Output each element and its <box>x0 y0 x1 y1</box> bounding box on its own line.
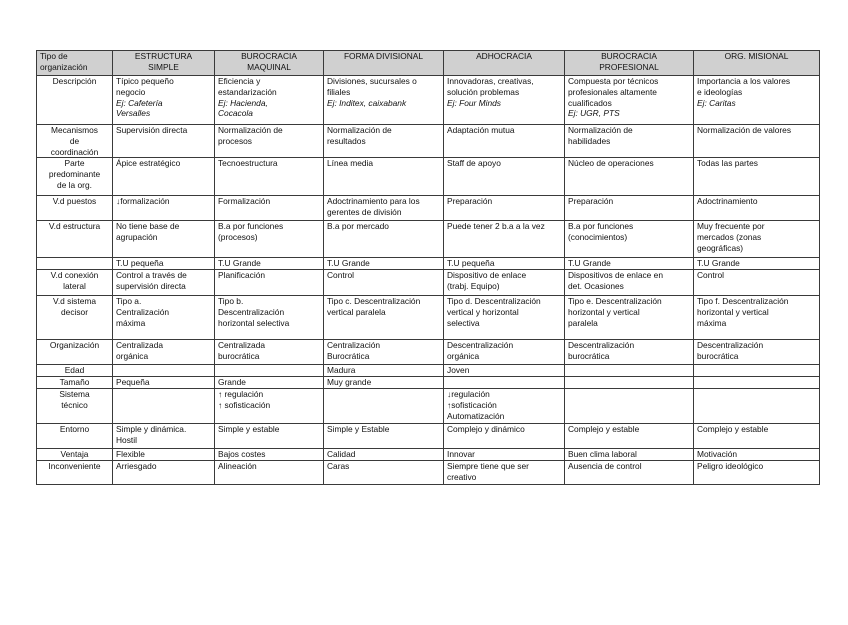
table-cell <box>324 158 444 196</box>
table-cell <box>565 221 694 258</box>
cell-text: Adoctrinamiento para los gerentes de división <box>327 196 420 218</box>
table-cell <box>444 389 565 424</box>
table-cell <box>565 377 694 389</box>
table-cell <box>694 76 820 125</box>
column-header: BUROCRACIA PROFESIONAL <box>565 51 694 76</box>
table-cell <box>444 196 565 221</box>
table-cell <box>215 449 324 461</box>
cell-example: Ej: UGR, PTS <box>568 108 620 119</box>
cell-text: Control a través de supervisión directa <box>116 270 187 292</box>
cell-text: T.U Grande <box>697 258 740 269</box>
cell-text: Núcleo de operaciones <box>568 158 654 169</box>
cell-text: Tipo d. Descentralización vertical y horizontal selectiva <box>447 296 541 328</box>
cell-text: Centralizada orgánica <box>116 340 164 362</box>
table-row <box>37 221 820 258</box>
table-row <box>37 270 820 296</box>
table-cell <box>215 340 324 365</box>
cell-text: Motivación <box>697 449 738 460</box>
header-row <box>37 51 820 76</box>
table-cell <box>113 296 215 340</box>
table-cell <box>694 449 820 461</box>
table-cell <box>324 196 444 221</box>
cell-text: Importancia a los valores e ideologías <box>697 76 791 97</box>
table-cell <box>444 340 565 365</box>
cell-text: T.U Grande <box>327 258 370 269</box>
cell-text: Tipo f. Descentralización horizontal y vertical máxima <box>697 296 789 328</box>
cell-text: Normalización de resultados <box>327 125 392 146</box>
table-cell <box>565 389 694 424</box>
row-label: V.d sistema decisor <box>37 296 113 340</box>
cell-text: Complejo y dinámico <box>447 424 525 435</box>
cell-text: Simple y Estable <box>327 424 390 435</box>
table-cell <box>444 258 565 270</box>
table-cell <box>694 221 820 258</box>
cell-text: T.U pequeña <box>447 258 495 269</box>
table-body <box>37 76 820 485</box>
row-label: V.d puestos <box>37 196 113 221</box>
column-header: ESTRUCTURA SIMPLE <box>113 51 215 76</box>
table-cell <box>113 340 215 365</box>
column-header: BUROCRACIA MAQUINAL <box>215 51 324 76</box>
cell-text: Adaptación mutua <box>447 125 515 135</box>
row-label: Sistema técnico <box>37 389 113 424</box>
cell-text: Simple y estable <box>218 424 280 435</box>
table-row <box>37 296 820 340</box>
cell-text: T.U Grande <box>568 258 611 269</box>
cell-text: Normalización de habilidades <box>568 125 633 146</box>
table-cell <box>215 296 324 340</box>
table-cell <box>324 449 444 461</box>
table-cell <box>113 424 215 449</box>
table-cell <box>565 158 694 196</box>
cell-text: Muy grande <box>327 377 372 388</box>
cell-text: Tipo c. Descentralización vertical paralela <box>327 296 421 318</box>
cell-text: Staff de apoyo <box>447 158 501 169</box>
table-cell <box>694 340 820 365</box>
cell-text: T.U Grande <box>218 258 261 269</box>
row-label: Parte predominante de la org. <box>37 158 113 196</box>
table-cell <box>215 258 324 270</box>
cell-example: Ej: Four Minds <box>447 97 501 108</box>
cell-text: Innovar <box>447 449 475 460</box>
table-cell <box>694 389 820 424</box>
table-cell <box>694 270 820 296</box>
table-cell <box>694 158 820 196</box>
table-cell <box>324 389 444 424</box>
table-cell <box>324 258 444 270</box>
cell-text: Normalización de procesos <box>218 125 283 146</box>
table-cell <box>565 196 694 221</box>
table-cell <box>694 258 820 270</box>
comparison-table <box>36 50 820 485</box>
table-row <box>37 196 820 221</box>
table-cell <box>694 461 820 485</box>
cell-text: Buen clima laboral <box>568 449 637 460</box>
cell-example: Ej: Cafetería Versalles <box>116 97 163 119</box>
table-cell <box>113 125 215 158</box>
table-cell <box>565 270 694 296</box>
table-cell <box>113 258 215 270</box>
cell-text: Preparación <box>568 196 614 207</box>
cell-text: B.a por funciones (conocimientos) <box>568 221 634 243</box>
table-cell <box>694 296 820 340</box>
table-cell <box>694 196 820 221</box>
cell-text: Ápice estratégico <box>116 158 181 169</box>
row-label: V.d estructura <box>37 221 113 258</box>
table-cell <box>694 125 820 158</box>
table-cell <box>215 424 324 449</box>
cell-text: ↓formalización <box>116 196 170 207</box>
cell-text: Descentralización orgánica <box>447 340 514 362</box>
row-label: Tamaño <box>37 377 113 389</box>
cell-text: Tecnoestructura <box>218 158 278 169</box>
table-row <box>37 258 820 270</box>
table-cell <box>113 158 215 196</box>
table-cell <box>215 270 324 296</box>
table-cell <box>565 461 694 485</box>
row-label: V.d conexión lateral <box>37 270 113 296</box>
cell-text: Normalización de valores <box>697 125 792 135</box>
table-cell <box>113 377 215 389</box>
cell-text: Bajos costes <box>218 449 266 460</box>
table-cell <box>694 377 820 389</box>
table-cell <box>444 377 565 389</box>
row-label: Mecanismos de coordinación <box>37 125 113 158</box>
table-cell <box>565 258 694 270</box>
table-cell <box>444 76 565 125</box>
table-row <box>37 377 820 389</box>
cell-text: Tipo a. Centralización máxima <box>116 296 170 328</box>
table-row <box>37 365 820 377</box>
cell-example: Ej: Hacienda, Cocacola <box>218 97 268 119</box>
table-cell <box>215 365 324 377</box>
row-label: Entorno <box>37 424 113 449</box>
cell-text: Pequeña <box>116 377 150 388</box>
table-row <box>37 449 820 461</box>
column-header: FORMA DIVISIONAL <box>324 51 444 76</box>
cell-text: Control <box>327 270 354 281</box>
column-header: ADHOCRACIA <box>444 51 565 76</box>
cell-text: Compuesta por técnicos profesionales altamente cualificados <box>568 76 659 108</box>
table-row <box>37 389 820 424</box>
cell-text: Calidad <box>327 449 356 460</box>
table-cell <box>215 377 324 389</box>
cell-text: Centralización Burocrática <box>327 340 381 362</box>
cell-text: Descentralización burocrática <box>697 340 764 362</box>
cell-text: Complejo y estable <box>697 424 769 435</box>
cell-text: Peligro ideológico <box>697 461 764 472</box>
cell-text: Simple y dinámica. Hostil <box>116 424 187 446</box>
cell-text: Tipo b. Descentralización horizontal selectiva <box>218 296 290 328</box>
table-cell <box>215 196 324 221</box>
cell-text: Muy frecuente por mercados (zonas geográficas) <box>697 221 765 253</box>
cell-example: Ej: Caritas <box>697 97 736 108</box>
cell-text: Dispositivo de enlace (trabj. Equipo) <box>447 270 527 292</box>
table-cell <box>444 270 565 296</box>
cell-text: Planificación <box>218 270 266 281</box>
table-cell <box>444 461 565 485</box>
cell-text: Innovadoras, creativas, solución problemas <box>447 76 534 97</box>
cell-text: Joven <box>447 365 470 376</box>
table-row <box>37 461 820 485</box>
table-cell <box>444 296 565 340</box>
table-row <box>37 158 820 196</box>
cell-text: T.U pequeña <box>116 258 164 269</box>
table-cell <box>215 76 324 125</box>
table-row <box>37 125 820 158</box>
column-header: ORG. MISIONAL <box>694 51 820 76</box>
cell-text: Alineación <box>218 461 257 472</box>
table-cell <box>324 125 444 158</box>
cell-text: ↓regulación ↑sofisticación Automatización <box>447 389 505 421</box>
cell-text: Línea media <box>327 158 374 169</box>
table-cell <box>324 76 444 125</box>
cell-text: Divisiones, sucursales o filiales <box>327 76 417 97</box>
cell-text: Control <box>697 270 724 281</box>
table-cell <box>694 365 820 377</box>
table-cell <box>565 424 694 449</box>
cell-text: Supervisión directa <box>116 125 188 135</box>
table-cell <box>324 365 444 377</box>
table-cell <box>324 424 444 449</box>
table-cell <box>113 221 215 258</box>
row-label <box>37 258 113 270</box>
cell-text: Madura <box>327 365 356 376</box>
cell-text: Preparación <box>447 196 493 207</box>
table-row <box>37 76 820 125</box>
row-label: Inconveniente <box>37 461 113 485</box>
table-cell <box>113 76 215 125</box>
table-cell <box>215 461 324 485</box>
table-cell <box>113 449 215 461</box>
cell-text: Centralizada burocrática <box>218 340 266 362</box>
row-label: Edad <box>37 365 113 377</box>
table-cell <box>324 270 444 296</box>
table-cell <box>113 461 215 485</box>
cell-text: Eficiencia y estandarización <box>218 76 277 97</box>
cell-text: Caras <box>327 461 350 472</box>
cell-text: Siempre tiene que ser creativo <box>447 461 529 483</box>
table-cell <box>444 449 565 461</box>
row-label: Ventaja <box>37 449 113 461</box>
table-cell <box>565 296 694 340</box>
table-cell <box>215 158 324 196</box>
table-cell <box>215 389 324 424</box>
table-cell <box>324 296 444 340</box>
table-cell <box>565 76 694 125</box>
cell-text: Flexible <box>116 449 145 460</box>
header-row-label: Tipo de organización <box>37 51 113 76</box>
table-cell <box>113 365 215 377</box>
cell-text: No tiene base de agrupación <box>116 221 180 243</box>
cell-text: Arriesgado <box>116 461 157 472</box>
table-cell <box>324 221 444 258</box>
table-cell <box>113 389 215 424</box>
cell-text: Típico pequeño negocio <box>116 76 174 97</box>
cell-text: Dispositivos de enlace en det. Ocasiones <box>568 270 663 292</box>
table-cell <box>694 424 820 449</box>
table-cell <box>565 340 694 365</box>
table-cell <box>444 125 565 158</box>
cell-text: B.a por mercado <box>327 221 389 232</box>
table-cell <box>324 461 444 485</box>
table-cell <box>113 196 215 221</box>
table-cell <box>565 125 694 158</box>
cell-example: Ej: Inditex, caixabank <box>327 97 407 108</box>
cell-text: Descentralización burocrática <box>568 340 635 362</box>
cell-text: B.a por funciones (procesos) <box>218 221 284 243</box>
table-row <box>37 424 820 449</box>
table-cell <box>565 365 694 377</box>
cell-text: Formalización <box>218 196 271 207</box>
table-cell <box>444 365 565 377</box>
cell-text: Ausencia de control <box>568 461 642 472</box>
cell-text: ↑ regulación ↑ sofisticación <box>218 389 271 411</box>
cell-text: Tipo e. Descentralización horizontal y vertical paralela <box>568 296 662 328</box>
table-cell <box>444 221 565 258</box>
table-cell <box>113 270 215 296</box>
table-cell <box>565 449 694 461</box>
cell-text: Todas las partes <box>697 158 758 169</box>
cell-text: Complejo y estable <box>568 424 640 435</box>
table-cell <box>444 424 565 449</box>
row-label: Organización <box>37 340 113 365</box>
cell-text: Adoctrinamiento <box>697 196 758 207</box>
table-cell <box>324 340 444 365</box>
table-cell <box>215 221 324 258</box>
cell-text: Puede tener 2 b.a a la vez <box>447 221 545 232</box>
cell-text: Grande <box>218 377 246 388</box>
table-cell <box>324 377 444 389</box>
table-row <box>37 340 820 365</box>
row-label: Descripción <box>37 76 113 125</box>
table-cell <box>444 158 565 196</box>
table-cell <box>215 125 324 158</box>
